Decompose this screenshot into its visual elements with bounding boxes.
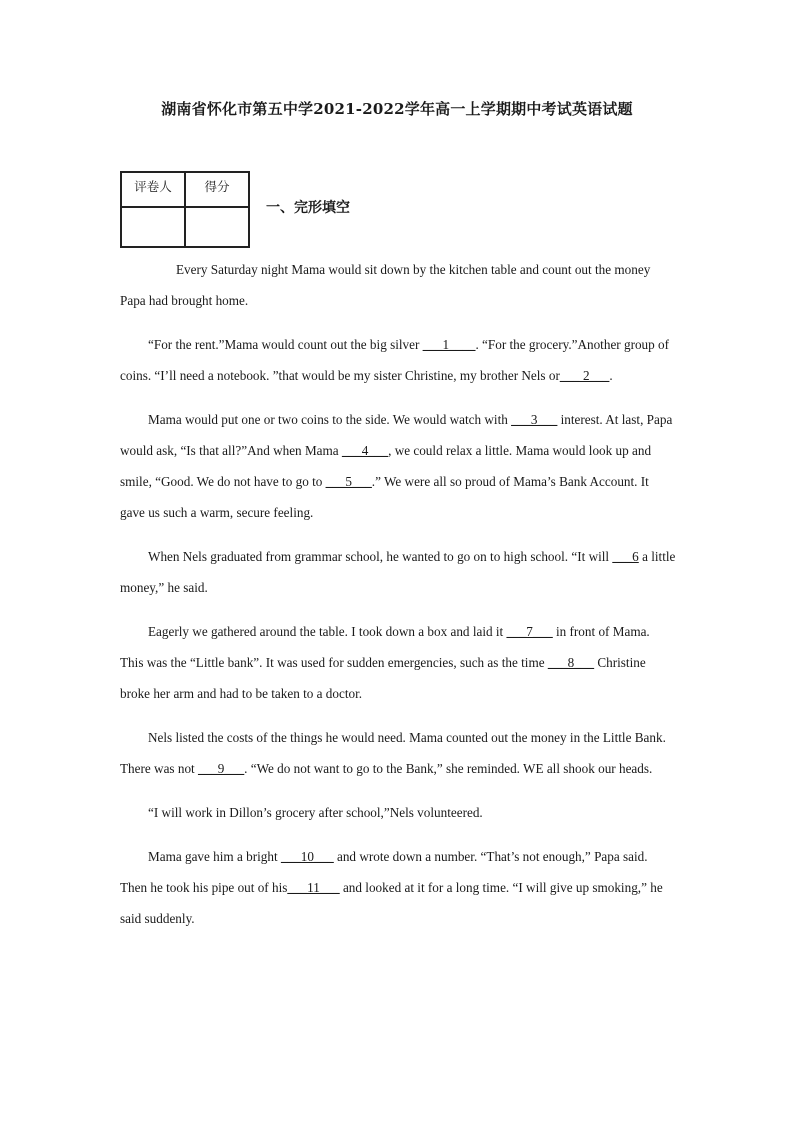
passage-text: “I will work in Dillon’s grocery after school,”Nels volunteered. [148, 805, 483, 820]
cloze-passage [120, 254, 676, 947]
answer-blank: ___9___ [198, 761, 245, 776]
page-title: 湖南省怀化市第五中学2021-2022学年高一上学期期中考试英语试题 [161, 100, 633, 118]
passage-paragraph [120, 541, 676, 603]
answer-blank: ___4___ [341, 443, 389, 458]
grader-cell [121, 207, 185, 247]
section-heading: 一、完形填空 [266, 200, 350, 216]
answer-blank: ___7___ [506, 624, 553, 639]
passage-text: . “For the grocery.”Another group of coins. “I’ll need a notebook. ”that would be my sister Christine, my brother Nels or [120, 337, 670, 383]
passage-text: “For the rent.”Mama would count out the big silver [148, 337, 423, 352]
passage-text: . “We do not want to go to the Bank,” she reminded. WE all shook our heads. [244, 761, 653, 776]
answer-blank: ___1____ [422, 337, 476, 352]
passage-paragraph [120, 404, 676, 528]
answer-blank: ___5___ [325, 474, 372, 489]
passage-text: a little money,” he said. [120, 549, 676, 595]
passage-paragraph [120, 722, 676, 784]
passage-text: Eagerly we gathered around the table. I took down a box and laid it [148, 624, 507, 639]
answer-blank: ___10___ [280, 849, 334, 864]
passage-text: and looked at it for a long time. “I will give up smoking,” he said suddenly. [120, 880, 663, 926]
passage-text: . [609, 368, 613, 383]
passage-paragraph [120, 254, 676, 316]
answer-blank: ___11___ [287, 880, 340, 895]
passage-text: and wrote down a number. “That’s not enough,” Papa said. Then he took his pipe out of his [120, 849, 648, 895]
passage-text: Every Saturday night Mama would sit down by the kitchen table and count out the money Papa had brought home. [120, 262, 651, 308]
score-cell [185, 207, 249, 247]
answer-blank: ___6 [612, 549, 639, 564]
passage-paragraph [120, 329, 676, 391]
passage-text: When Nels graduated from grammar school, he wanted to go on to high school. “It will [148, 549, 613, 564]
passage-text: Mama gave him a bright [148, 849, 281, 864]
passage-paragraph [120, 797, 676, 828]
passage-text: Christine broke her arm and had to be taken to a doctor. [120, 655, 646, 701]
passage-paragraph [120, 616, 676, 709]
grader-header: 评卷人 [121, 172, 185, 207]
passage-paragraph [120, 841, 676, 934]
score-table [120, 171, 250, 248]
passage-text: .” We were all so proud of Mama’s Bank Account. It gave us such a warm, secure feeling. [120, 474, 649, 520]
passage-text: , we could relax a little. Mama would look up and smile, “Good. We do not have to go to [120, 443, 652, 489]
answer-blank: ___8___ [547, 655, 595, 670]
passage-text: in front of Mama. This was the “Little bank”. It was used for sudden emergencies, such as the time [120, 624, 650, 670]
answer-blank: ___3___ [511, 412, 558, 427]
score-header: 得分 [185, 172, 249, 207]
answer-blank: ___ 2___ [559, 368, 610, 383]
passage-text: interest. At last, Papa would ask, “Is that all?”And when Mama [120, 412, 673, 458]
passage-text: Mama would put one or two coins to the side. We would watch with [148, 412, 512, 427]
passage-text: Nels listed the costs of the things he would need. Mama counted out the money in the Little Bank. There was not [120, 730, 666, 776]
